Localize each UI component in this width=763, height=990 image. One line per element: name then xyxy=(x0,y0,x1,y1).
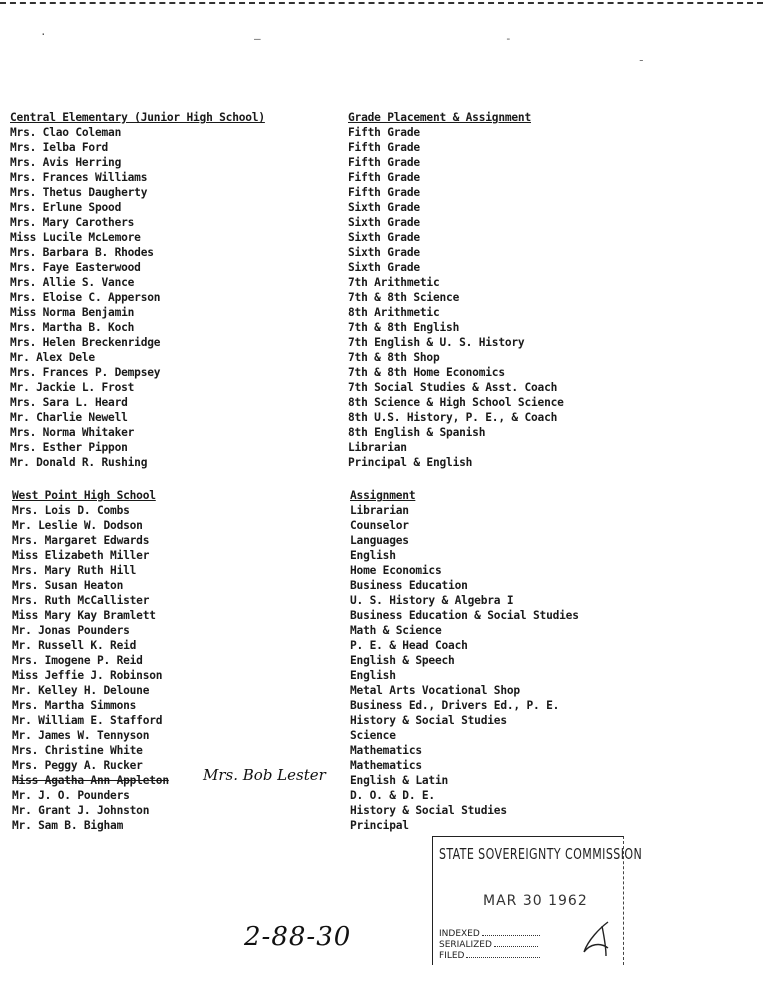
grade-assignment: Fifth Grade xyxy=(348,141,420,154)
teacher-name: Mrs. Imogene P. Reid xyxy=(12,654,143,667)
assignment: Business Education xyxy=(350,579,468,592)
grade-assignment: Sixth Grade xyxy=(348,261,420,274)
teacher-name: Mrs. Martha Simmons xyxy=(12,699,137,712)
teacher-name: Mr. Leslie W. Dodson xyxy=(12,519,143,532)
teacher-name: Mrs. Christine White xyxy=(12,744,143,757)
teacher-name: Mr. Alex Dele xyxy=(10,351,95,364)
assignment: Math & Science xyxy=(350,624,442,637)
grade-assignment: Fifth Grade xyxy=(348,156,420,169)
grade-assignment: Sixth Grade xyxy=(348,201,420,214)
central-heading: Central Elementary (Junior High School) xyxy=(10,111,265,124)
teacher-name: Miss Lucile McLemore xyxy=(10,231,141,244)
teacher-name: Mr. Sam B. Bigham xyxy=(12,819,124,832)
stamp-filed-line: FILED xyxy=(439,951,540,961)
teacher-name: Mrs. Ielba Ford xyxy=(10,141,109,154)
teacher-name: Mrs. Frances P. Dempsey xyxy=(10,366,161,379)
grade-assignment: Fifth Grade xyxy=(348,126,420,139)
teacher-name: Mrs. Frances Williams xyxy=(10,171,148,184)
assignment: English & Speech xyxy=(350,654,455,667)
teacher-name: Mrs. Sara L. Heard xyxy=(10,396,128,409)
teacher-name: Miss Mary Kay Bramlett xyxy=(12,609,156,622)
teacher-name: Mrs. Erlune Spood xyxy=(10,201,122,214)
assignment: English xyxy=(350,669,396,682)
westpoint-assignments-column xyxy=(350,488,579,833)
teacher-name: Mrs. Barbara B. Rhodes xyxy=(10,246,154,259)
stamp-title: STATE SOVEREIGNTY COMMISSION xyxy=(439,845,643,863)
teacher-name: Mr. Grant J. Johnston xyxy=(12,804,150,817)
grade-assignment: Fifth Grade xyxy=(348,186,420,199)
grade-assignment: 8th Science & High School Science xyxy=(348,396,564,409)
grade-assignment: Sixth Grade xyxy=(348,231,420,244)
assignment: Business Ed., Drivers Ed., P. E. xyxy=(350,699,560,712)
teacher-name: Mr. Kelley H. Deloune xyxy=(12,684,150,697)
grade-assignment: 7th English & U. S. History xyxy=(348,336,525,349)
westpoint-names-column xyxy=(12,488,169,833)
assignment: History & Social Studies xyxy=(350,714,507,727)
teacher-name: Mrs. Clao Coleman xyxy=(10,126,122,139)
grade-assignment: Sixth Grade xyxy=(348,246,420,259)
scan-speck: · xyxy=(40,28,47,41)
assignment: Librarian xyxy=(350,504,409,517)
assignment: Home Economics xyxy=(350,564,442,577)
grade-assignment: Fifth Grade xyxy=(348,171,420,184)
handwritten-initials-signature xyxy=(578,918,618,958)
teacher-name: Mr. Jackie L. Frost xyxy=(10,381,135,394)
westpoint-heading: West Point High School xyxy=(12,489,156,502)
grade-assignment: 8th English & Spanish xyxy=(348,426,486,439)
assignment: Mathematics xyxy=(350,744,422,757)
scan-speck: ¯ xyxy=(638,58,645,71)
teacher-name: Mrs. Ruth McCallister xyxy=(12,594,150,607)
teacher-name: Mrs. Lois D. Combs xyxy=(12,504,130,517)
assignment-heading: Assignment xyxy=(350,489,416,502)
teacher-name: Mrs. Mary Carothers xyxy=(10,216,135,229)
handwritten-replacement-name: Mrs. Bob Lester xyxy=(203,766,326,784)
grade-assignment: 7th Social Studies & Asst. Coach xyxy=(348,381,558,394)
scan-speck: ‒ xyxy=(254,32,261,45)
teacher-name: Miss Norma Benjamin xyxy=(10,306,135,319)
teacher-name: Mrs. Margaret Edwards xyxy=(12,534,150,547)
assignment: P. E. & Head Coach xyxy=(350,639,468,652)
assignment: Mathematics xyxy=(350,759,422,772)
stamp-serialized-line: SERIALIZED xyxy=(439,940,538,950)
teacher-name: Miss Agatha Ann Appleton xyxy=(12,774,169,787)
teacher-name: Mr. Charlie Newell xyxy=(10,411,128,424)
teacher-name: Mr. Jonas Pounders xyxy=(12,624,130,637)
grade-assignment: Librarian xyxy=(348,441,407,454)
teacher-name: Mr. Russell K. Reid xyxy=(12,639,137,652)
grade-assignment: 8th U.S. History, P. E., & Coach xyxy=(348,411,558,424)
teacher-name: Mrs. Allie S. Vance xyxy=(10,276,135,289)
grade-assignment: Principal & English xyxy=(348,456,473,469)
teacher-name: Mrs. Faye Easterwood xyxy=(10,261,141,274)
grade-assignment: Sixth Grade xyxy=(348,216,420,229)
assignment: Counselor xyxy=(350,519,409,532)
grade-assignment: 7th & 8th Science xyxy=(348,291,460,304)
teacher-name: Mrs. Thetus Daugherty xyxy=(10,186,148,199)
teacher-name: Mrs. Eloise C. Apperson xyxy=(10,291,161,304)
teacher-name: Mrs. Susan Heaton xyxy=(12,579,124,592)
assignment: D. O. & D. E. xyxy=(350,789,435,802)
teacher-name: Mrs. Peggy A. Rucker xyxy=(12,759,143,772)
teacher-name: Mr. J. O. Pounders xyxy=(12,789,130,802)
teacher-name: Mrs. Norma Whitaker xyxy=(10,426,135,439)
assignment: U. S. History & Algebra I xyxy=(350,594,514,607)
teacher-name: Mrs. Esther Pippon xyxy=(10,441,128,454)
teacher-name: Mrs. Martha B. Koch xyxy=(10,321,135,334)
scan-edge-line xyxy=(0,2,763,4)
assignment: Languages xyxy=(350,534,409,547)
assignment: History & Social Studies xyxy=(350,804,507,817)
teacher-name: Miss Elizabeth Miller xyxy=(12,549,150,562)
assignment: English xyxy=(350,549,396,562)
teacher-name: Miss Jeffie J. Robinson xyxy=(12,669,163,682)
central-names-column xyxy=(10,110,265,470)
central-grades-column xyxy=(348,110,564,470)
grade-assignment: 7th Arithmetic xyxy=(348,276,440,289)
assignment: Science xyxy=(350,729,396,742)
stamp-date: MAR 30 1962 xyxy=(483,893,588,909)
grade-placement-heading: Grade Placement & Assignment xyxy=(348,111,531,124)
teacher-name: Mrs. Helen Breckenridge xyxy=(10,336,161,349)
grade-assignment: 8th Arithmetic xyxy=(348,306,440,319)
handwritten-file-number: 2-88-30 xyxy=(244,922,352,952)
grade-assignment: 7th & 8th Shop xyxy=(348,351,440,364)
scan-speck: - xyxy=(505,32,512,45)
assignment: Business Education & Social Studies xyxy=(350,609,579,622)
assignment: English & Latin xyxy=(350,774,449,787)
teacher-name: Mrs. Avis Herring xyxy=(10,156,122,169)
teacher-name: Mr. James W. Tennyson xyxy=(12,729,150,742)
grade-assignment: 7th & 8th English xyxy=(348,321,460,334)
teacher-name: Mrs. Mary Ruth Hill xyxy=(12,564,137,577)
stamp-indexed-line: INDEXED xyxy=(439,929,540,939)
teacher-name: Mr. Donald R. Rushing xyxy=(10,456,148,469)
assignment: Principal xyxy=(350,819,409,832)
grade-assignment: 7th & 8th Home Economics xyxy=(348,366,505,379)
assignment: Metal Arts Vocational Shop xyxy=(350,684,520,697)
teacher-name: Mr. William E. Stafford xyxy=(12,714,163,727)
